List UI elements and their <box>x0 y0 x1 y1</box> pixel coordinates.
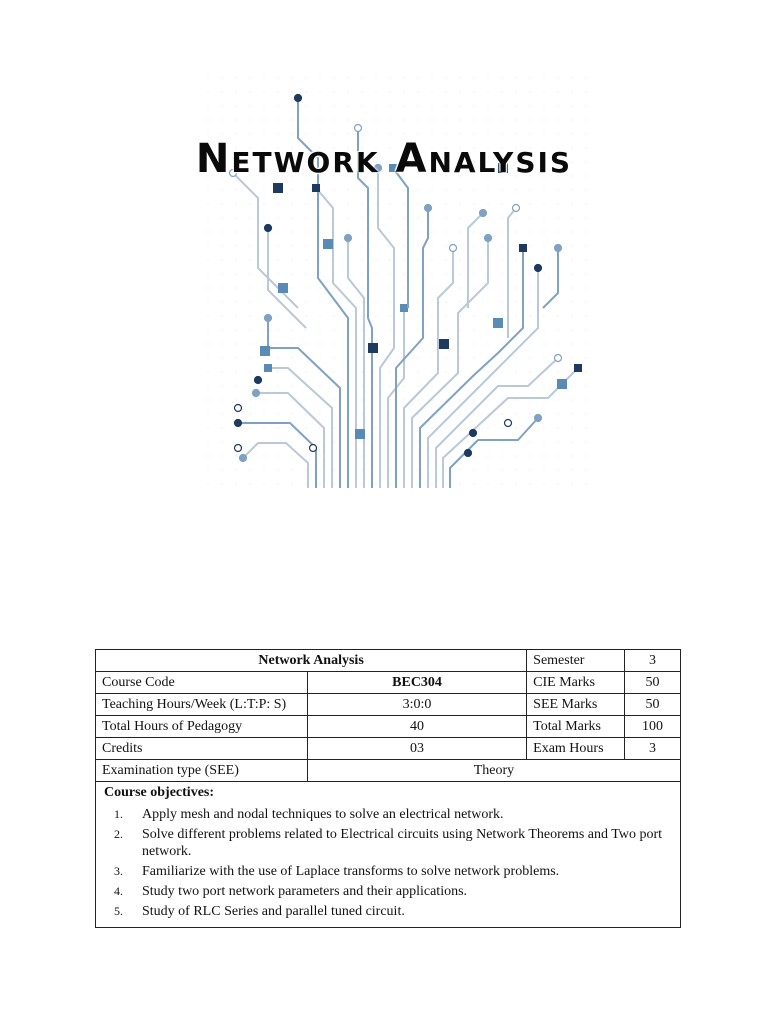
circuit-trace <box>316 188 356 488</box>
circuit-trace <box>378 168 394 488</box>
list-item <box>104 903 672 920</box>
circuit-pad-square <box>439 339 449 349</box>
objective-number: 5. <box>114 904 123 918</box>
circuit-node <box>470 430 477 437</box>
circuit-trace <box>468 213 483 308</box>
circuit-trace <box>268 228 306 328</box>
circuit-pad-square <box>278 283 288 293</box>
circuit-tree-image <box>198 68 600 488</box>
circuit-node <box>450 245 457 252</box>
row-num: 50 <box>625 694 681 716</box>
circuit-trace <box>268 318 340 488</box>
row-value: 3:0:0 <box>307 694 526 716</box>
objective-text: Familiarize with the use of Laplace transforms to solve network problems. <box>142 864 560 879</box>
table-row <box>96 738 681 760</box>
row-label: Total Hours of Pedagogy <box>96 716 308 738</box>
circuit-pad-square <box>557 379 567 389</box>
circuit-node <box>235 445 242 452</box>
circuit-trace <box>450 418 538 488</box>
row-key: CIE Marks <box>527 672 625 694</box>
table-row <box>96 672 681 694</box>
objectives-cell <box>96 782 681 928</box>
circuit-pad-square <box>312 184 320 192</box>
circuit-pad-square <box>493 318 503 328</box>
circuit-pad-square <box>264 364 272 372</box>
row-key: SEE Marks <box>527 694 625 716</box>
circuit-trace <box>428 268 538 488</box>
circuit-node <box>425 205 432 212</box>
list-item <box>104 883 672 900</box>
circuit-node <box>465 450 472 457</box>
objective-number: 2. <box>114 827 123 841</box>
circuit-node <box>485 235 492 242</box>
semester-label: Semester <box>527 650 625 672</box>
circuit-trace <box>256 393 324 488</box>
table-row <box>96 716 681 738</box>
row-label: Teaching Hours/Week (L:T:P: S) <box>96 694 308 716</box>
objective-text: Apply mesh and nodal techniques to solve an electrical network. <box>142 807 504 822</box>
semester-value: 3 <box>625 650 681 672</box>
row-num: 50 <box>625 672 681 694</box>
circuit-node <box>355 125 362 132</box>
circuit-node <box>253 390 260 397</box>
cover-illustration <box>198 68 600 488</box>
row-key: Total Marks <box>527 716 625 738</box>
circuit-node <box>240 455 247 462</box>
circuit-node <box>480 210 487 217</box>
circuit-node <box>555 355 562 362</box>
list-item <box>104 863 672 880</box>
circuit-pad-square <box>323 239 333 249</box>
table-row <box>96 694 681 716</box>
row-value: BEC304 <box>307 672 526 694</box>
objectives-heading: Course objectives: <box>104 785 215 800</box>
circuit-trace <box>543 248 558 308</box>
row-label: Credits <box>96 738 308 760</box>
circuit-node <box>535 265 542 272</box>
circuit-node <box>513 205 520 212</box>
circuit-trace <box>393 168 408 308</box>
list-item <box>104 826 672 860</box>
row-num: 3 <box>625 738 681 760</box>
circuit-node <box>310 445 317 452</box>
circuit-node <box>235 420 242 427</box>
circuit-node <box>235 405 242 412</box>
circuit-trace <box>233 173 298 308</box>
course-info-table <box>95 649 681 928</box>
circuit-node <box>265 315 272 322</box>
circuit-trace <box>508 208 516 338</box>
circuit-node <box>345 235 352 242</box>
circuit-node <box>255 377 262 384</box>
cover-title: Network Analysis <box>195 136 573 182</box>
row-num: 100 <box>625 716 681 738</box>
circuit-node <box>265 225 272 232</box>
row-key: Exam Hours <box>527 738 625 760</box>
circuit-node <box>505 420 512 427</box>
exam-type-value: Theory <box>307 760 680 782</box>
circuit-pad-square <box>355 429 365 439</box>
circuit-node <box>535 415 542 422</box>
row-value: 03 <box>307 738 526 760</box>
objectives-list <box>104 806 672 920</box>
objective-number: 1. <box>114 807 123 821</box>
circuit-pad-square <box>400 304 408 312</box>
circuit-pad-square <box>260 346 270 356</box>
objective-number: 3. <box>114 864 123 878</box>
row-value: 40 <box>307 716 526 738</box>
course-name: Network Analysis <box>96 650 527 672</box>
objectives-row <box>96 782 681 928</box>
table-header-row <box>96 650 681 672</box>
circuit-pad-square <box>273 183 283 193</box>
objective-text: Solve different problems related to Electrical circuits using Network Theorems and Two port network. <box>142 827 662 859</box>
circuit-trace <box>243 443 308 488</box>
objective-text: Study of RLC Series and parallel tuned circuit. <box>142 904 405 919</box>
circuit-pad-square <box>574 364 582 372</box>
circuit-pad-square <box>368 343 378 353</box>
circuit-node <box>295 95 302 102</box>
objective-text: Study two port network parameters and their applications. <box>142 884 468 899</box>
circuit-node <box>555 245 562 252</box>
exam-type-label: Examination type (SEE) <box>96 760 308 782</box>
row-label: Course Code <box>96 672 308 694</box>
circuit-pad-square <box>519 244 527 252</box>
exam-type-row <box>96 760 681 782</box>
objective-number: 4. <box>114 884 123 898</box>
list-item <box>104 806 672 823</box>
